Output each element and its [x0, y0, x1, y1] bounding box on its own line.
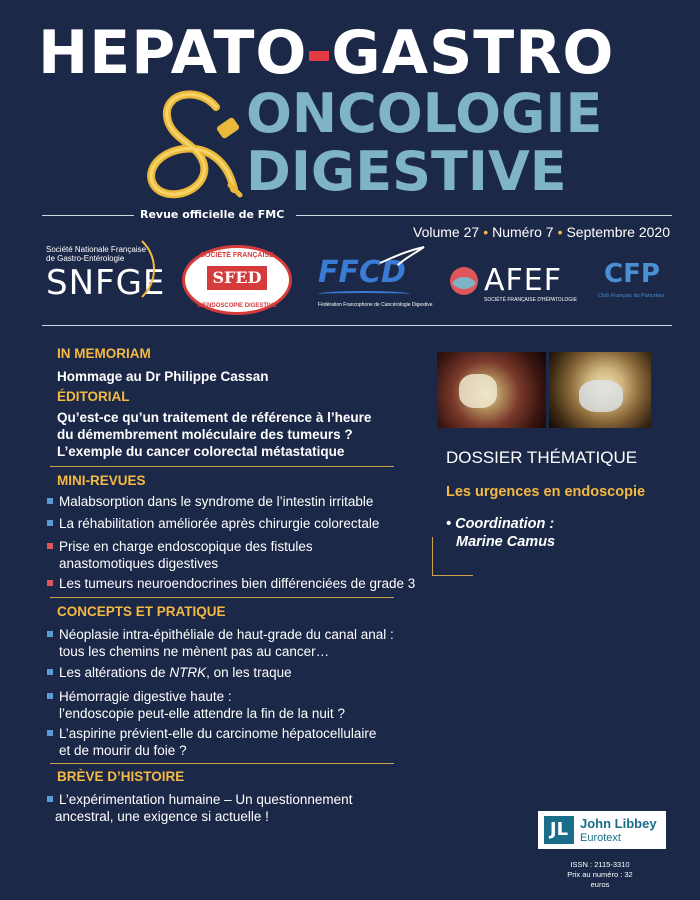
- masthead-hepato: HEPATO: [38, 18, 308, 88]
- masthead-gastro: GASTRO: [331, 18, 615, 88]
- endoscopy-foreign-body: [459, 374, 497, 408]
- afef-caption: SOCIÉTÉ FRANÇAISE D'HÉPATOLOGIE: [484, 297, 577, 303]
- sfed-top-text: SOCIÉTÉ FRANÇAISE: [200, 252, 274, 259]
- cfp-logo: [598, 245, 678, 315]
- minirevue-item: [47, 493, 373, 510]
- masthead-oncologie: ONCOLOGIE: [246, 82, 603, 145]
- snfge-name: SNFGE: [46, 263, 166, 303]
- concept-item-text-2: l’endoscopie peut-elle attendre la fin de la nuit ?: [59, 706, 345, 721]
- issue-dot: •: [483, 224, 489, 240]
- section-head-histoire: BRÈVE D’HISTOIRE: [57, 769, 185, 784]
- publisher-mark: JL: [544, 816, 574, 844]
- concept-item-text: Hémorragie digestive haute :: [59, 689, 232, 704]
- section-divider: [50, 597, 394, 598]
- memoriam-item: Hommage au Dr Philippe Cassan: [57, 369, 269, 384]
- afef-name: AFEF: [484, 263, 562, 298]
- afef-logo: [448, 245, 577, 315]
- issue-date: Septembre 2020: [566, 224, 670, 240]
- editorial-line-1: Qu’est-ce qu’un traitement de référence à l’heure: [57, 410, 372, 425]
- section-divider: [50, 763, 394, 764]
- concept-item: [47, 626, 394, 660]
- sfed-logo: [182, 245, 292, 315]
- concept-item-text-c: , on les traque: [206, 665, 292, 680]
- masthead-digestive: DIGESTIVE: [246, 140, 567, 203]
- minirevue-item-text-2: anastomotiques digestives: [59, 556, 219, 571]
- ffcd-logo: [318, 245, 433, 315]
- minirevue-item-text: Les tumeurs neuroendocrines bien différenciées de grade 3: [59, 576, 416, 591]
- bullet-icon: [47, 498, 53, 504]
- masthead-rule-right: [296, 215, 672, 216]
- issn-block: [560, 860, 640, 890]
- bullet-icon: [47, 543, 53, 549]
- minirevue-item-text: La réhabilitation améliorée après chirurgie colorectale: [59, 516, 380, 531]
- ffcd-underline: [318, 291, 410, 297]
- bullet-icon: [47, 669, 53, 675]
- bullet-icon: [47, 693, 53, 699]
- header-divider: [42, 325, 672, 326]
- ampersand-logo: [138, 85, 248, 205]
- masthead-dash: [309, 51, 329, 61]
- endoscopy-image-1: [437, 352, 546, 428]
- histoire-text-1: L’expérimentation humaine – Un questionnement: [59, 792, 353, 807]
- issue-number: Numéro 7: [492, 224, 554, 240]
- concept-item: [47, 664, 292, 681]
- snfge-logo: [46, 245, 166, 315]
- concept-item-text: Néoplasie intra-épithéliale de haut-grade du canal anal :: [59, 627, 394, 642]
- bullet-icon: [47, 580, 53, 586]
- issue-volume: Volume 27: [413, 224, 480, 240]
- sfed-bottom-text: D'ENDOSCOPIE DIGESTIVE: [197, 303, 277, 309]
- coordination-name: Marine Camus: [456, 534, 556, 550]
- concept-item-text-a: Les altérations de: [59, 665, 170, 680]
- minirevue-item-text: Malabsorption dans le syndrome de l’intestin irritable: [59, 494, 374, 509]
- section-divider: [50, 466, 394, 467]
- issue-dot: •: [557, 224, 563, 240]
- bird-icon: [378, 245, 428, 267]
- bullet-icon: [47, 631, 53, 637]
- section-head-minirevues: MINI-REVUES: [57, 473, 146, 488]
- cfp-name: CFP: [604, 259, 660, 289]
- editorial-text: [57, 409, 371, 460]
- sfed-oval: [182, 245, 292, 315]
- bullet-icon: [47, 796, 53, 802]
- coordination-bracket: [432, 537, 473, 576]
- concept-item: [47, 725, 376, 759]
- histoire-item: [47, 791, 352, 825]
- masthead-line1: [38, 18, 668, 88]
- publisher-name: John Libbey: [580, 816, 657, 831]
- section-head-memoriam: IN MEMORIAM: [57, 346, 151, 361]
- concept-item-text: L’aspirine prévient-elle du carcinome hépatocellulaire: [59, 726, 377, 741]
- masthead-rule-left: [42, 215, 134, 216]
- concept-item: [47, 688, 345, 722]
- coordination-label: • Coordination :: [446, 516, 555, 532]
- afef-emblem-icon: [448, 265, 480, 297]
- concept-item-text-2: tous les chemins ne mènent pas au cancer…: [59, 644, 330, 659]
- section-head-concepts: CONCEPTS ET PRATIQUE: [57, 604, 226, 619]
- ffcd-caption: Fédération Francophone de Cancérologie Digestive: [318, 302, 433, 308]
- sfed-name: SFED: [207, 266, 267, 290]
- price: Prix au numéro : 32 euros: [567, 870, 633, 889]
- snfge-caption-1: Société Nationale Française: [46, 245, 147, 254]
- issn: ISSN : 2115-3310: [570, 860, 630, 869]
- dossier-title: DOSSIER THÉMATIQUE: [446, 448, 638, 467]
- ffcd-name: FFCD: [318, 255, 406, 290]
- editorial-line-3: L’exemple du cancer colorectal métastatique: [57, 444, 345, 459]
- issue-info: [413, 224, 670, 240]
- concept-item-text-2: et de mourir du foie ?: [59, 743, 187, 758]
- minirevue-item: [47, 538, 313, 572]
- concept-item-text-gene: NTRK: [169, 665, 207, 680]
- dossier-topic: Les urgences en endoscopie: [446, 484, 646, 500]
- bullet-icon: [47, 520, 53, 526]
- publisher-logo: [538, 811, 666, 849]
- bullet-icon: [47, 730, 53, 736]
- snfge-caption-2: de Gastro-Entérologie: [46, 254, 125, 263]
- masthead-subtitle: Revue officielle de FMC: [140, 208, 285, 221]
- minirevue-item: [47, 575, 415, 592]
- cfp-caption: Club Français du Pancréas: [598, 293, 665, 299]
- minirevue-item-text: Prise en charge endoscopique des fistules: [59, 539, 313, 554]
- editorial-line-2: du démembrement moléculaire des tumeurs ?: [57, 427, 353, 442]
- section-head-editorial: ÉDITORIAL: [57, 389, 130, 404]
- snfge-swoosh-icon: [138, 239, 160, 299]
- minirevue-item: [47, 515, 379, 532]
- endoscopy-foreign-body: [579, 380, 623, 412]
- publisher-sub: Eurotext: [580, 832, 621, 844]
- endoscopy-image-2: [549, 352, 651, 428]
- histoire-text-2: ancestral, une exigence si actuelle !: [55, 809, 269, 824]
